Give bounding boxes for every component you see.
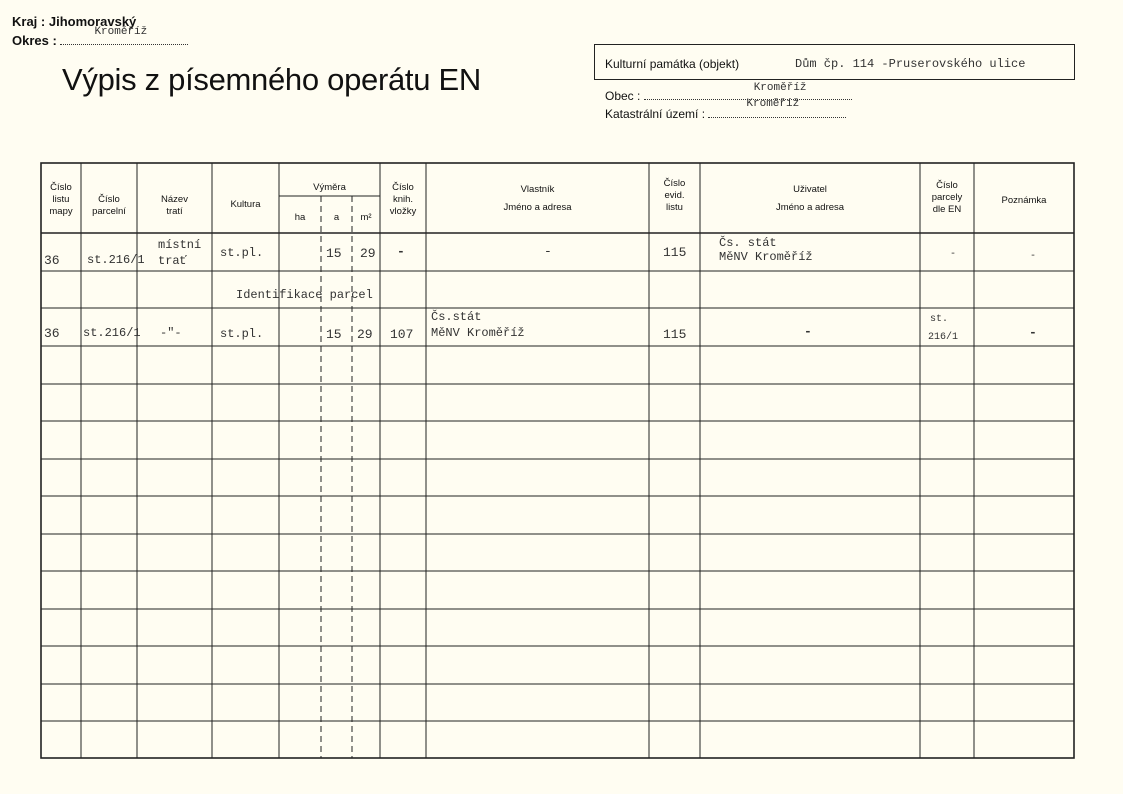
kraj-value: Jihomoravský [48,14,137,29]
obec-value: Kroměříž [753,82,807,94]
kraj-label: Kraj : [12,14,46,29]
col-line: mapy [49,206,73,217]
cell-parcela-en: 216/1 [928,332,959,343]
cell-vymera-a: 15 [326,246,342,261]
monument-value: Dům čp. 114 -Pruserovského ulice [795,57,1026,71]
cell-vlastnik: MěNV Kroměříž [431,326,525,340]
cell-nazev: trať [158,254,187,268]
col-kultura: Kultura [230,199,261,210]
cell-parcela-en: st. [930,314,949,325]
col-line: Vlastník [520,184,555,195]
cell-vymera-m2: 29 [357,327,373,342]
col-line: listu [666,202,683,213]
cell-evid: 115 [663,245,687,260]
cell-kultura: st.pl. [220,246,264,260]
col-line: dle EN [932,204,962,215]
col-cislo-evid-listu [649,178,700,214]
cell-parcela: st.216/1 [87,253,145,267]
cell-list: 36 [44,326,60,341]
cell-vlastnik: Čs.stát [431,310,482,324]
col-line: knih. [392,194,414,205]
col-uzivatel [700,184,920,214]
col-vymera-ha: ha [294,212,306,223]
col-cislo-parcelni [81,194,137,218]
col-cislo-listu-mapy [41,182,81,218]
cell-uzivatel: - [804,324,812,339]
col-line: Uživatel [793,184,827,195]
cell-poznamka: - [1029,325,1037,340]
cell-vymera-m2: 29 [360,246,376,261]
col-line: Jméno a adresa [503,202,572,213]
katastr-value: Kroměříž [746,98,800,110]
col-line: Název [161,194,188,205]
col-line: tratí [166,206,183,217]
col-poznamka: Poznámka [1001,195,1047,206]
col-line: Číslo [50,182,72,193]
col-vymera-a: a [333,212,340,223]
cell-parcela: st.216/1 [83,326,141,340]
monument-label: Kulturní památka (objekt) [605,57,740,71]
okres-value: Kroměříž [94,26,148,38]
cell-vlozka: 107 [390,327,414,342]
col-line: vložky [389,206,417,217]
col-line: evid. [664,190,685,201]
cell-nazev: místní [158,238,202,252]
col-line: Jméno a adresa [775,202,845,213]
cell-kultura: st.pl. [220,327,264,341]
cell-evid: 115 [663,327,687,342]
cell-poznamka: - [1030,251,1037,262]
col-line: Číslo [392,182,414,193]
cell-list: 36 [44,253,60,268]
col-cislo-parcely-dle-en [920,180,974,216]
cell-vlastnik: - [544,244,552,259]
obec-label: Obec : [605,89,641,103]
cell-uzivatel: MěNV Kroměříž [719,250,813,264]
col-line: listu [52,194,70,205]
col-line: Číslo [936,180,958,191]
identifikace-parcel: Identifikace parcel [236,288,373,302]
col-vymera-m2: m² [360,212,372,223]
col-nazev-trati [137,194,212,218]
col-line: parcelní [92,206,126,217]
cell-parcela-en: - [950,249,957,260]
col-vymera: Výměra [313,182,346,193]
cell-vymera-a: 15 [326,327,342,342]
col-line: Číslo [663,178,686,189]
katastr-label: Katastrální území : [605,107,706,121]
col-line: parcely [931,192,963,203]
cell-vlozka: - [397,244,405,259]
col-line: Číslo [98,194,120,205]
cell-uzivatel: Čs. stát [719,236,777,250]
okres-label: Okres : [12,33,57,48]
col-cislo-knih-vlozky [380,182,426,218]
cell-nazev: -"- [160,326,182,340]
col-vlastnik [426,184,649,214]
page-title: Výpis z písemného operátu EN [62,62,481,97]
